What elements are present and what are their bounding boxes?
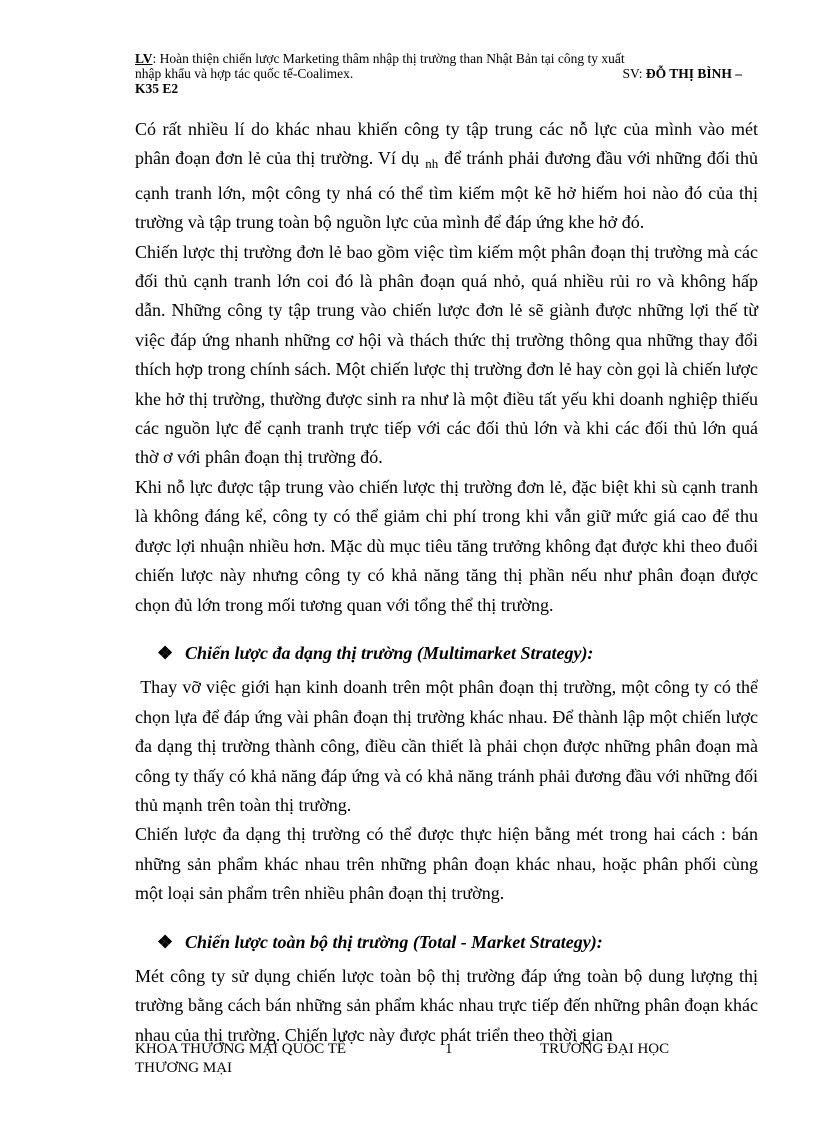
- section-heading-multimarket: [157, 639, 758, 668]
- page-footer: [135, 1040, 742, 1078]
- paragraph-2: Chiến lược thị trường đơn lẻ bao gồm việc tìm kiếm một phân đoạn thị trường mà các đối thủ cạnh tranh lớn coi đó là phân đoạn quá nhỏ, quá nhiều rủi ro và không hấp dẫn. Những công ty tập trung vào chiến lược đơn lẻ sẽ giành được những lợi thế từ việc đáp ứng nhanh những cơ hội và thách thức thị trường thông qua những thay đổi thích hợp trong chính sách. Một chiến lược thị trường đơn lẻ hay còn gọi là chiến lược khe hở thị trường, thường được sinh ra như là một điều tất yếu khi doanh nghiệp thiếu các nguồn lực để cạnh tranh trực tiếp với các đối thủ lớn và khi các đối thủ lớn quá thờ ơ với phân đoạn thị trường đó.: [135, 241, 758, 468]
- document-body: [135, 115, 758, 1050]
- lv-label: LV: [135, 51, 153, 66]
- page-header: [135, 51, 742, 96]
- diamond-bullet-icon: ❖: [157, 642, 174, 663]
- page-number: 1: [445, 1041, 453, 1057]
- footer-faculty: KHOA THƯƠNG MẠI QUỐC TẾ: [135, 1041, 347, 1057]
- student-info: [622, 66, 742, 81]
- paragraph-1: [135, 115, 758, 238]
- student-name: ĐỖ THỊ BÌNH –: [645, 66, 742, 81]
- header-title-line1: [135, 51, 742, 66]
- footer-university: TRƯỜNG ĐẠI HỌC: [540, 1041, 670, 1057]
- paragraph-1-start: Có rất nhiều lí do khác nhau khiến công ty tập trung các nỗ lực của mình vào mét phân đoạn đơn lẻ của thị trường. Ví dụ: [135, 119, 758, 169]
- footer-row: [135, 1040, 742, 1059]
- thesis-title: : Hoàn thiện chiến lược Marketing thâm nhập thị trường than Nhật Bản tại công ty xuất: [152, 51, 625, 66]
- heading-text: Chiến lược toàn bộ thị trường (Total - Market Strategy):: [185, 931, 603, 952]
- paragraph-5: Chiến lược đa dạng thị trường có thể được thực hiện bằng mét trong hai cách : bán những sản phẩm khác nhau trên những phân đoạn khác nhau, hoặc phân phối cùng một loại sản phẩm trên nhiều phân đoạn thị trường.: [135, 824, 758, 904]
- class-code: K35 E2: [135, 81, 179, 96]
- header-title-line2: [135, 66, 742, 81]
- paragraph-1-end: để tránh phải đương đầu với những đối thủ cạnh tranh lớn, một công ty nhá có thể tìm kiếm một kẽ hở hiếm hoi nào đó của thị trường và tập trung toàn bộ nguồn lực của mình để đáp ứng khe hở đó.: [135, 148, 758, 233]
- section-heading-total-market: [157, 928, 758, 957]
- paragraph-4: [135, 673, 758, 820]
- thesis-title-cont: nhập khẩu và hợp tác quốc tế-Coalimex.: [135, 66, 354, 81]
- footer-faculty-cont: THƯƠNG MẠI: [135, 1060, 233, 1076]
- paragraph-6: Mét công ty sử dụng chiến lược toàn bộ thị trường đáp ứng toàn bộ dung lượng thị trường bằng cách bán những sản phẩm khác nhau trực tiếp đến những phân đoạn khác nhau của thị trường. Chiến lược này được phát triển theo thời gian: [135, 965, 758, 1045]
- heading-text: Chiến lược đa dạng thị trường (Multimarket Strategy):: [185, 642, 594, 663]
- stray-text-nh: nh: [425, 156, 439, 172]
- paragraph-4-text: Thay vỡ việc giới hạn kinh doanh trên một phân đoạn thị trường, một công ty có thể chọn lựa để đáp ứng vài phân đoạn thị trường khác nhau. Để thành lập một chiến lược đa dạng thị trường thành công, điều cần thiết là phải chọn được những phân đoạn mà công ty thấy có khả năng đáp ứng và có khả năng tránh phải đương đầu với những đối thủ mạnh trên toàn thị trường.: [135, 677, 758, 815]
- diamond-bullet-icon: ❖: [157, 931, 174, 952]
- paragraph-3: Khi nỗ lực được tập trung vào chiến lược thị trường đơn lẻ, đặc biệt khi sù cạnh tranh là không đáng kể, công ty có thể giảm chi phí trong khi vẫn giữ mức giá cao để thu được lợi nhuận nhiều hơn. Mặc dù mục tiêu tăng trưởng không đạt được khi theo đuổi chiến lược này nhưng công ty có khả năng tăng thị phần nếu như phân đoạn được chọn đủ lớn trong mối tương quan với tổng thể thị trường.: [135, 476, 758, 615]
- student-label: SV:: [622, 66, 643, 81]
